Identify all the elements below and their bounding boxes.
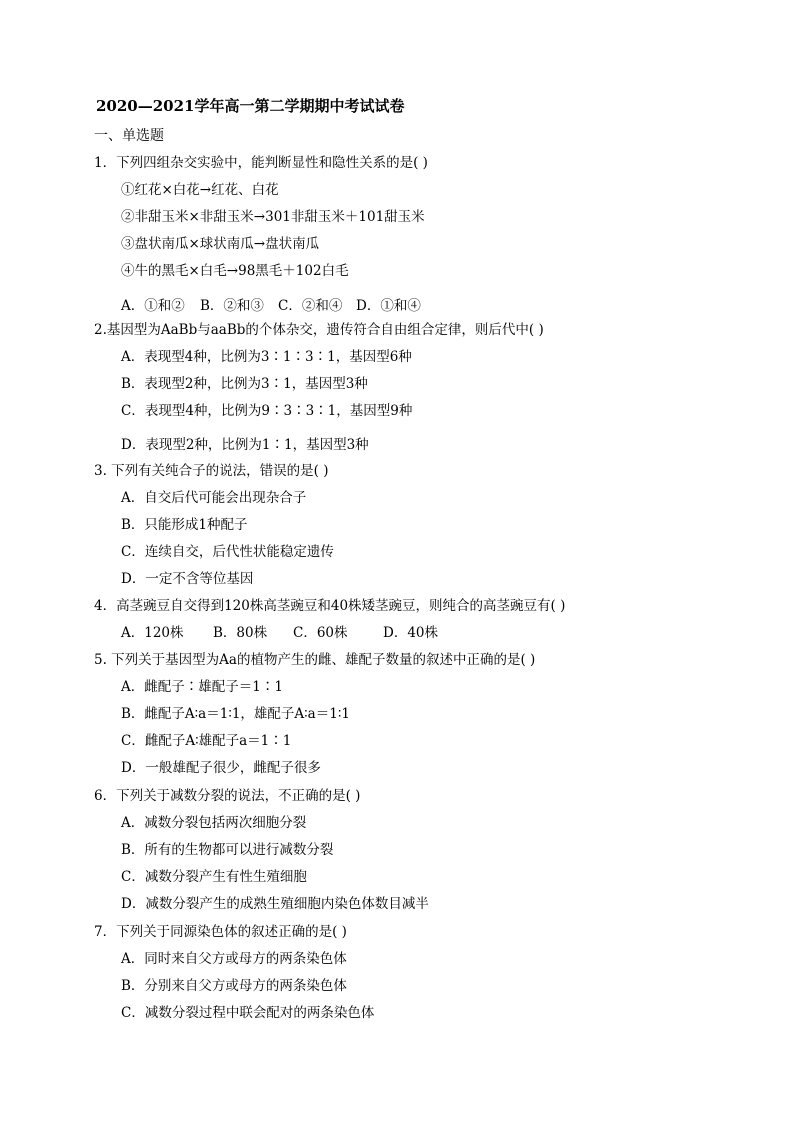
question-4-option: D．40株 [383,625,439,641]
question-3-stem: 3. 下列有关纯合子的说法，错误的是( ) [94,463,329,479]
question-2-stem: 2.基因型为AaBb与aaBb的个体杂交，遗传符合自由组合定律，则后代中( ) [94,322,544,338]
question-6-stem: 6．下列关于减数分裂的说法，不正确的是( ) [94,788,361,804]
question-1-item: ④牛的黑毛×白毛→98黑毛＋102白毛 [121,263,349,279]
question-1-stem: 1．下列四组杂交实验中，能判断显性和隐性关系的是( ) [94,155,428,171]
question-5-option: D．一般雄配子很少，雌配子很多 [121,760,321,776]
question-7-stem: 7．下列关于同源染色体的叙述正确的是( ) [94,924,347,940]
question-5-option: B．雌配子A∶a＝1∶1，雄配子A∶a＝1∶1 [121,706,350,722]
question-6-option: B．所有的生物都可以进行减数分裂 [121,842,334,858]
question-5-option: C．雌配子A∶雄配子a＝1∶1 [121,733,292,749]
question-4-stem: 4．高茎豌豆自交得到120株高茎豌豆和40株矮茎豌豆，则纯合的高茎豌豆有( ) [94,598,566,614]
question-1-item: ②非甜玉米×非甜玉米→301非甜玉米＋101甜玉米 [121,209,425,225]
question-7-option: B．分别来自父方或母方的两条染色体 [121,978,347,994]
question-7-option: C．减数分裂过程中联会配对的两条染色体 [121,1005,375,1021]
question-1-option: C．②和④ [278,298,343,314]
question-5-stem: 5. 下列关于基因型为Aa的植物产生的雌、雄配子数量的叙述中正确的是( ) [94,652,536,668]
page-title: 2020—2021学年高一第二学期期中考试试卷 [96,97,405,115]
question-1-item: ①红花×白花→红花、白花 [121,182,279,198]
question-5-option: A．雌配子∶雄配子＝1∶1 [121,679,283,695]
question-4-option: C．60株 [293,625,348,641]
question-1-option: D．①和④ [356,298,421,314]
question-3-option: A．自交后代可能会出现杂合子 [121,490,307,506]
question-7-option: A．同时来自父方或母方的两条染色体 [121,951,347,967]
question-4-options [121,623,438,643]
question-2-option: D．表现型2种，比例为1∶1，基因型3种 [121,437,369,453]
question-1-option: B．②和③ [200,298,264,314]
question-3-option: C．连续自交，后代性状能稳定遗传 [121,544,334,560]
question-4-option: B．80株 [213,625,268,641]
question-1-options [121,296,421,316]
question-4-option: A．120株 [121,625,184,641]
question-1-item: ③盘状南瓜×球状南瓜→盘状南瓜 [121,236,320,252]
question-2-option: A．表现型4种，比例为3∶1∶3∶1，基因型6种 [121,349,412,365]
section-heading: 一、单选题 [94,128,164,144]
question-1-option: A．①和② [121,298,185,314]
question-3-option: B．只能形成1种配子 [121,517,248,533]
question-6-option: D．减数分裂产生的成熟生殖细胞内染色体数目减半 [121,896,429,912]
question-6-option: C．减数分裂产生有性生殖细胞 [121,869,307,885]
question-2-option: C．表现型4种，比例为9∶3∶3∶1，基因型9种 [121,403,413,419]
question-6-option: A．减数分裂包括两次细胞分裂 [121,815,307,831]
question-3-option: D．一定不含等位基因 [121,571,254,587]
question-2-option: B．表现型2种，比例为3∶1，基因型3种 [121,376,368,392]
